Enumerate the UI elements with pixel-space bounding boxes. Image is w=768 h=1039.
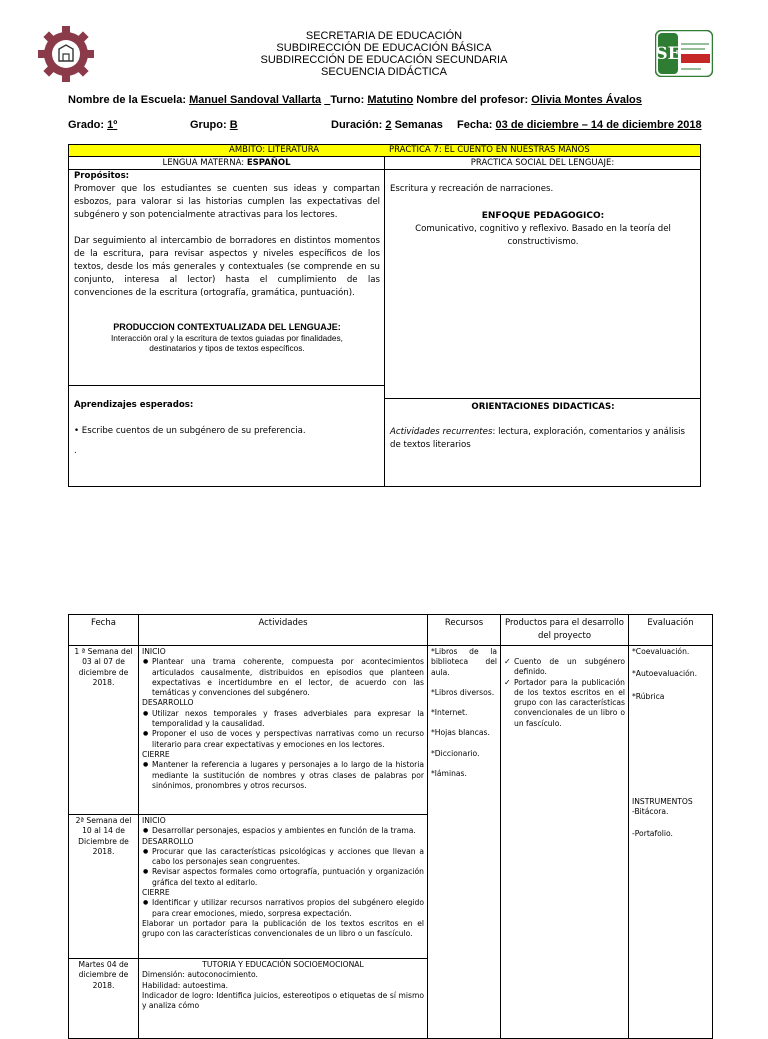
header-line-2: SUBDIRECCIÓN DE EDUCACIÓN BÁSICA (276, 42, 492, 54)
evaluacion-item: *Autoevaluación. (632, 669, 697, 679)
teacher-label: Nombre del profesor: (416, 94, 529, 106)
week2-inicio: INICIO (142, 816, 166, 825)
produccion-text: Interacción oral y la escritura de textos guiadas por finalidades, destinatarios y tipos de textos específicos. (111, 333, 343, 353)
header-line-3: SUBDIRECCIÓN DE EDUCACIÓN SECUNDARIA (260, 54, 508, 66)
week2-desarrollo-item: ● Procurar que las características psicológicas y acciones que llevan a cabo los personajes sean congruentes. (152, 847, 424, 868)
school-seal-logo (37, 25, 95, 83)
duration-wrap (331, 119, 443, 131)
instrumento-item: -Portafolio. (632, 829, 673, 839)
producto-item: ✓ Cuento de un subgénero definido. (514, 657, 625, 678)
week1-desarrollo: DESARROLLO (142, 698, 194, 708)
week2-cierre-item: ● Identificar y utilizar recursos narrativos propios del subgénero elegido para crear emociones, miedo, sorpresa expectación. (152, 898, 424, 919)
practica-text: PRACTICA 7: EL CUENTO EN NUESTRAS MANOS (389, 145, 590, 155)
header-block (150, 30, 618, 78)
recurso-item: *Libros de la biblioteca del aula. (431, 647, 497, 677)
recursos-cell (428, 646, 501, 1039)
recurso-item: *láminas. (431, 769, 467, 779)
header-line-4: SECUENCIA DIDÁCTICA (321, 66, 447, 78)
week2-date-text: 2ª Semana del 10 al 14 de Diciembre de 2018. (75, 816, 132, 856)
productos-cell (501, 646, 629, 1039)
date-wrap (457, 119, 702, 131)
col-header-productos: Productos para el desarrollo del proyecto (501, 615, 629, 646)
ambito-row (69, 145, 700, 157)
gear-seal-icon (37, 25, 95, 83)
grade-label-wrap (68, 119, 117, 131)
sec-logo-icon (655, 30, 713, 77)
tutoria-date-text: Martes 04 de diciembre de 2018. (78, 960, 129, 990)
sec-logo (655, 30, 713, 77)
lengua-value: ESPAÑOL (246, 158, 291, 168)
tutoria-activities (139, 959, 428, 1039)
enfoque-text: Comunicativo, cognitivo y reflexivo. Basado en la teoría del constructivismo. (415, 224, 671, 247)
week2-date (69, 815, 139, 959)
produccion-block (74, 322, 380, 353)
tutoria-habilidad: Habilidad: autoestima. (142, 980, 229, 990)
week1-cierre-item: ● Mantener la referencia a lugares y personajes a lo largo de la historia mediante la sustitución de nombres y otras clases de palabras por sinónimos, pronombres y otros recursos. (152, 760, 424, 791)
grade-value: 1º (107, 119, 118, 131)
school-label: Nombre de la Escuela: (68, 94, 186, 106)
school-info-line (68, 94, 642, 106)
aprendizajes-title: Aprendizajes esperados: (74, 400, 194, 410)
propositos-title: Propósitos: (74, 171, 130, 181)
practica-social-header: PRACTICA SOCIAL DEL LENGUAJE: (385, 157, 700, 170)
week1-inicio: INICIO (142, 647, 166, 656)
week1-desarrollo-item: ● Utilizar nexos temporales y frases adverbiales para expresar la temporalidad y la causalidad. (152, 709, 424, 730)
evaluacion-cell (629, 646, 713, 1039)
group-label: Grupo: (190, 119, 227, 131)
tutoria-date (69, 959, 139, 1039)
week2-activities (139, 815, 428, 959)
week2-cierre: CIERRE (142, 888, 170, 898)
producto-item: ✓ Portador para la publicación de los textos escritos en el grupo con las características convencionales de un libro o un fascículo. (514, 678, 625, 729)
orientaciones-italic: Actividades recurrentes (390, 427, 493, 437)
tutoria-title: TUTORIA Y EDUCACIÓN SOCIOEMOCIONAL (202, 960, 364, 969)
date-label: Fecha: (457, 119, 493, 131)
instrumentos-title: INSTRUMENTOS (632, 796, 693, 806)
evaluacion-item: *Coevaluación. (632, 647, 690, 656)
week1-date (69, 646, 139, 815)
practica-social-text: Escritura y recreación de narraciones. (390, 184, 554, 194)
week1-inicio-item: ● Plantear una trama coherente, compuesta por acontecimientos articulados causalmente, distribuidos en episodios que planteen expectativas e incertidumbre en el lector, de acuerdo con las temáticas y convenciones del subgénero. (152, 657, 424, 698)
col-header-evaluacion: Evaluación (629, 615, 713, 646)
shift-label: Turno: (330, 94, 365, 106)
col-header-recursos: Recursos (428, 615, 501, 646)
enfoque-title: ENFOQUE PEDAGOGICO: (481, 211, 605, 221)
activities-table (68, 614, 713, 1039)
recurso-item: *Hojas blancas. (431, 728, 490, 738)
recurso-item: *Internet. (431, 708, 468, 718)
shift-value: Matutino (367, 94, 414, 106)
col-header-actividades: Actividades (139, 615, 428, 646)
header-line-1: SECRETARIA DE EDUCACIÓN (305, 30, 463, 42)
produccion-title: PRODUCCION CONTEXTUALIZADA DEL LENGUAJE: (113, 322, 341, 332)
grade-label: Grado: (68, 119, 105, 131)
week2-desarrollo-item: ● Revisar aspectos formales como ortografía, puntuación y organización gráfica del texto al editarlo. (152, 867, 424, 888)
orientaciones-block (390, 426, 698, 452)
teacher-value: Olivia Montes Ávalos (531, 94, 642, 106)
aprendizaje-1: • Escribe cuentos de un subgénero de su preferencia. (74, 426, 306, 436)
duration-unit: Semanas (394, 119, 443, 131)
tutoria-dimension: Dimensión: autoconocimiento. (142, 970, 258, 980)
group-wrap (190, 119, 238, 131)
right-row-divider (385, 398, 701, 399)
aprendizaje-2: . (74, 446, 77, 456)
col-header-fecha: Fecha (69, 615, 139, 646)
week1-cierre: CIERRE (142, 749, 170, 759)
recurso-item: *Diccionario. (431, 748, 480, 758)
school-value: Manuel Sandoval Vallarta (189, 94, 322, 106)
instrumento-item: -Bitácora. (632, 807, 669, 817)
sec-logo-letters: SE (655, 44, 681, 64)
evaluacion-item: *Rúbrica (632, 691, 665, 701)
week2-inicio-item: ● Desarrollar personajes, espacios y ambientes en función de la trama. (152, 826, 424, 836)
plan-divider (384, 157, 385, 487)
recurso-item: *Libros diversos. (431, 687, 495, 697)
orientaciones-text: : lectura, exploración, comentarios y análisis de textos literarios (390, 427, 685, 450)
proposito-1: Promover que los estudiantes se cuenten sus ideas y compartan esbozos, para valorar si las historias cumplen las expectativas del subgénero y son potencialmente atractivas para los lectores. (74, 184, 380, 220)
propositos-block (74, 170, 380, 300)
week2-desarrollo: DESARROLLO (142, 836, 194, 846)
proposito-2: Dar seguimiento al intercambio de borradores en distintos momentos de la escritura, para revisar aspectos y niveles específicos de los textos, desde los más generales y contextuales (se comprende en su conjunto, interesa al lector) hasta el cumplimiento de las convenciones de la escritura (ortografía, gramática, puntuación). (74, 236, 380, 298)
orientaciones-title: ORIENTACIONES DIDACTICAS: (471, 402, 615, 412)
week1-date-text: 1 ª Semana del 03 al 07 de diciembre de 2018. (74, 647, 133, 687)
date-value: 03 de diciembre – 14 de diciembre 2018 (495, 119, 702, 131)
lengua-header (69, 157, 385, 170)
lengua-label: LENGUA MATERNA: (162, 158, 245, 168)
week2-extra: Elaborar un portador para la publicación de los textos escritos en el grupo con las características convencionales de un libro o un fascículo. (142, 918, 424, 939)
duration-num: 2 (385, 119, 392, 131)
week1-activities (139, 646, 428, 815)
week1-desarrollo-item: ● Proponer el uso de voces y perspectivas narrativas como un recurso literario para crear expectativas y emociones en los lectores. (152, 729, 424, 750)
ambito-text: AMBITO: LITERATURA (229, 145, 320, 155)
left-row-divider (69, 385, 385, 386)
group-value: B (229, 119, 238, 131)
duration-label: Duración: (331, 119, 383, 131)
tutoria-indicador: Indicador de logro: Identifica juicios, estereotipos o etiquetas de sí mismo y analiza cómo (142, 990, 424, 1011)
